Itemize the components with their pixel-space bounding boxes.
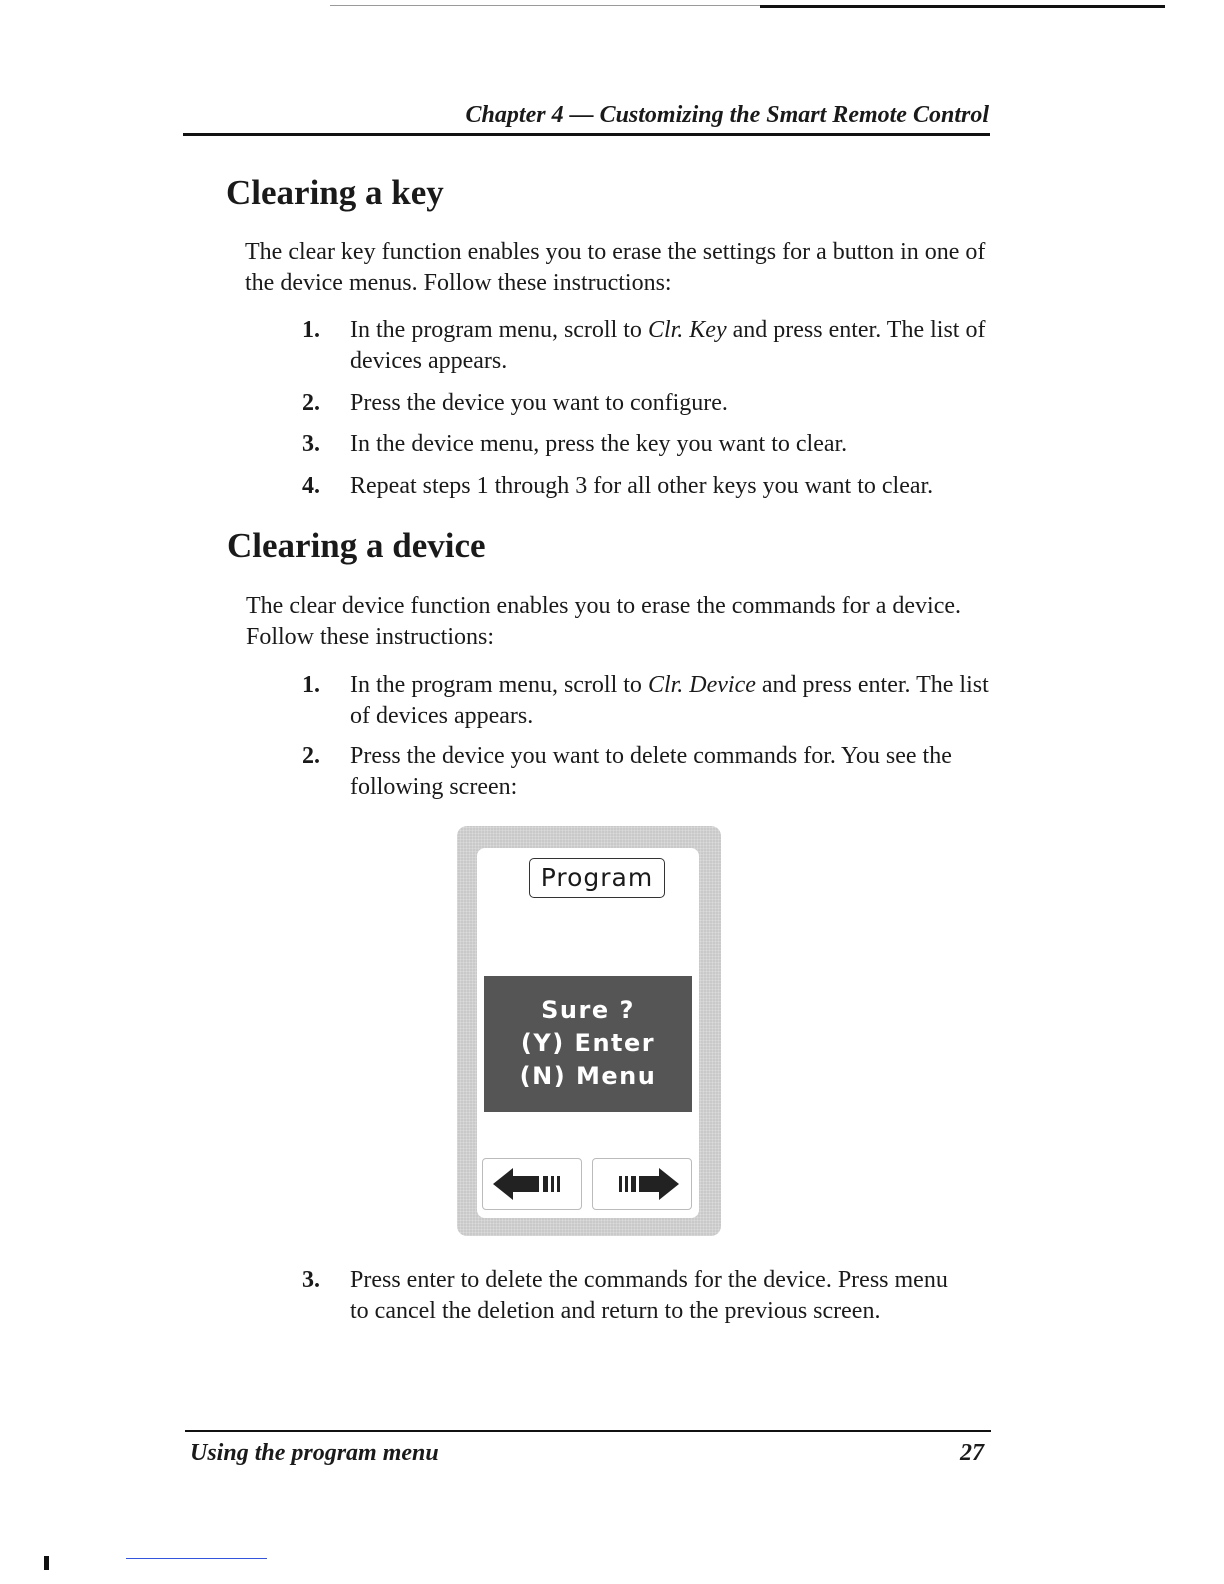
scan-mark bbox=[44, 1556, 49, 1570]
heading-clearing-a-device: Clearing a device bbox=[227, 526, 486, 565]
step-text: Press the device you want to delete commands for. You see the following screen: bbox=[350, 743, 952, 800]
menu-item-clr-key: Clr. Key bbox=[647, 317, 727, 343]
remote-screen bbox=[477, 848, 699, 1218]
confirm-dialog bbox=[484, 976, 692, 1112]
step-text: Press enter to delete the commands for the device. Press menu to cancel the deletion and return to the previous screen. bbox=[350, 1267, 948, 1324]
step-text: Press the device you want to configure. bbox=[350, 390, 728, 416]
footer-rule bbox=[185, 1430, 991, 1432]
step-text: Repeat steps 1 through 3 for all other keys you want to clear. bbox=[350, 473, 934, 499]
previous-button bbox=[482, 1158, 582, 1210]
step-number: 1. bbox=[302, 672, 320, 698]
footer-section-title: Using the program menu bbox=[190, 1440, 439, 1466]
arrow-right-icon bbox=[601, 1166, 681, 1202]
menu-item-clr-device: Clr. Device bbox=[647, 672, 756, 698]
scan-edge-line-bottom bbox=[126, 1558, 267, 1559]
confirm-no-option: (N) Menu bbox=[519, 1062, 657, 1090]
step-number: 4. bbox=[302, 473, 320, 499]
confirm-yes-option: (Y) Enter bbox=[520, 1029, 656, 1057]
running-header: Chapter 4 — Customizing the Smart Remote Control bbox=[465, 102, 989, 128]
intro-clearing-a-key: The clear key function enables you to erase the settings for a button in one of the device menus. Follow these instructions: bbox=[245, 239, 986, 296]
key-step-1 bbox=[302, 315, 992, 377]
step-number: 3. bbox=[302, 431, 320, 457]
program-title-box: Program bbox=[529, 858, 665, 898]
next-button bbox=[592, 1158, 692, 1210]
step-number: 2. bbox=[302, 390, 320, 416]
page-number: 27 bbox=[960, 1440, 984, 1466]
step-text: In the program menu, scroll to Clr. Key and press enter. The list of devices appears. bbox=[350, 317, 986, 374]
step-text: In the program menu, scroll to Clr. Device and press enter. The list of devices appears. bbox=[350, 672, 989, 729]
scan-edge-line-dark bbox=[760, 5, 1165, 8]
confirm-prompt: Sure ? bbox=[541, 996, 635, 1024]
header-rule bbox=[183, 133, 990, 136]
step-number: 1. bbox=[302, 317, 320, 343]
step-number: 2. bbox=[302, 743, 320, 769]
step-number: 3. bbox=[302, 1267, 320, 1293]
intro-clearing-a-device: The clear device function enables you to erase the commands for a device. Follow these instructions: bbox=[246, 593, 962, 650]
step-text: In the device menu, press the key you want to clear. bbox=[350, 431, 848, 457]
arrow-left-icon bbox=[491, 1166, 571, 1202]
remote-screen-figure bbox=[457, 826, 721, 1236]
heading-clearing-a-key: Clearing a key bbox=[226, 173, 444, 212]
